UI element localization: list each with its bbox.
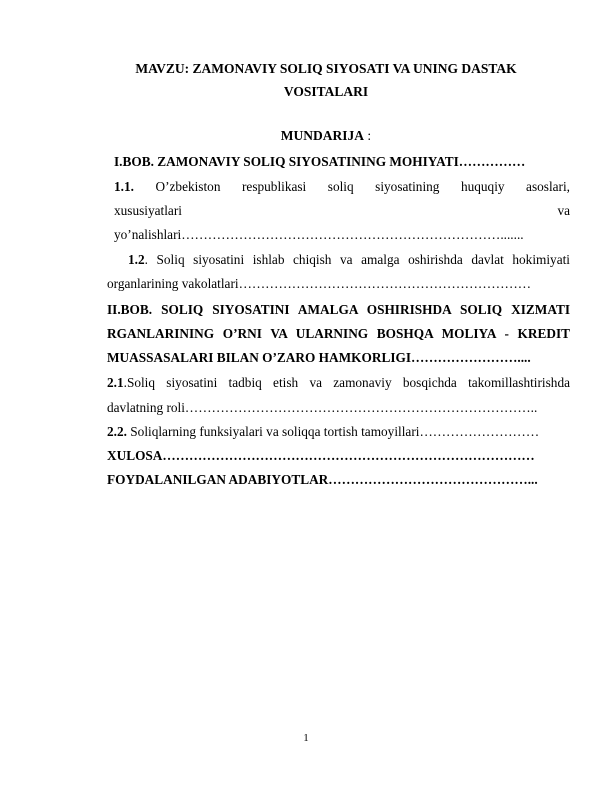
toc-entry-1-1-line-3: yo’nalishlari……………………………………………………………….......	[114, 227, 524, 242]
toc-entry-chapter-2-line-2: RGANLARINING O’RNI VA ULARNING BOSHQA MOLIYA - KREDIT	[107, 326, 570, 341]
title-line-1: MAVZU: ZAMONAVIY SOLIQ SIYOSATI VA UNING DASTAK	[135, 61, 517, 76]
toc-heading-label: MUNDARIJA	[280, 128, 365, 143]
toc-entry-conclusion: XULOSA…………………………………………………………………………	[107, 448, 535, 463]
toc-entry-1-1-text: O’zbekiston respublikasi soliq siyosatining huquqiy asoslari,	[155, 179, 571, 194]
toc-entry-2-2	[107, 421, 539, 443]
toc-entry-2-1-text: .Soliq siyosatini tadbiq etish va zamonaviy bosqichda takomillashtirishda	[123, 375, 570, 390]
toc-entry-references: FOYDALANILGAN ADABIYOTLAR………………………………………...	[107, 472, 538, 487]
toc-entry-2-2-number: 2.2.	[107, 424, 127, 439]
toc-entry-chapter-2-line-1: II.BOB. SOLIQ SIYOSATINI AMALGA OSHIRISHDA SOLIQ XIZMATI	[107, 302, 570, 317]
toc-heading	[100, 128, 552, 144]
toc-entry-1-2-line-2: organlarining vakolatlari…………………………………………………………	[107, 276, 532, 291]
toc-entry-2-1-line-1	[107, 372, 570, 394]
toc-entry-chapter-2-line-3: MUASSASALARI BILAN O’ZARO HAMKORLIGI……………………....	[107, 350, 531, 365]
toc-entry-1-1-line-1	[114, 176, 570, 198]
toc-entry-chapter-1: I.BOB. ZAMONAVIY SOLIQ SIYOSATINING MOHIYATI……………	[114, 154, 526, 169]
page-number: 1	[303, 732, 309, 744]
toc-entry-1-1-line-2: xususiyatlari va	[114, 203, 570, 218]
title-line-2: VOSITALARI	[283, 84, 369, 99]
toc-entry-2-1-number: 2.1	[107, 375, 124, 390]
toc-entry-2-1-line-2: davlatning roli……………………………………………………………………..	[107, 400, 538, 415]
toc-heading-suffix: :	[364, 128, 372, 143]
toc-entry-1-1-number: 1.1.	[114, 179, 134, 194]
toc-entry-2-2-text: Soliqlarning funksiyalari va soliqqa tortish tamoyillari………………………	[126, 424, 540, 439]
toc-entry-1-2-line-1	[128, 249, 570, 271]
document-title	[100, 57, 552, 103]
toc-entry-1-2-text: . Soliq siyosatini ishlab chiqish va amalga oshirishda davlat hokimiyati	[144, 252, 570, 267]
toc-entry-1-2-number: 1.2	[128, 252, 145, 267]
